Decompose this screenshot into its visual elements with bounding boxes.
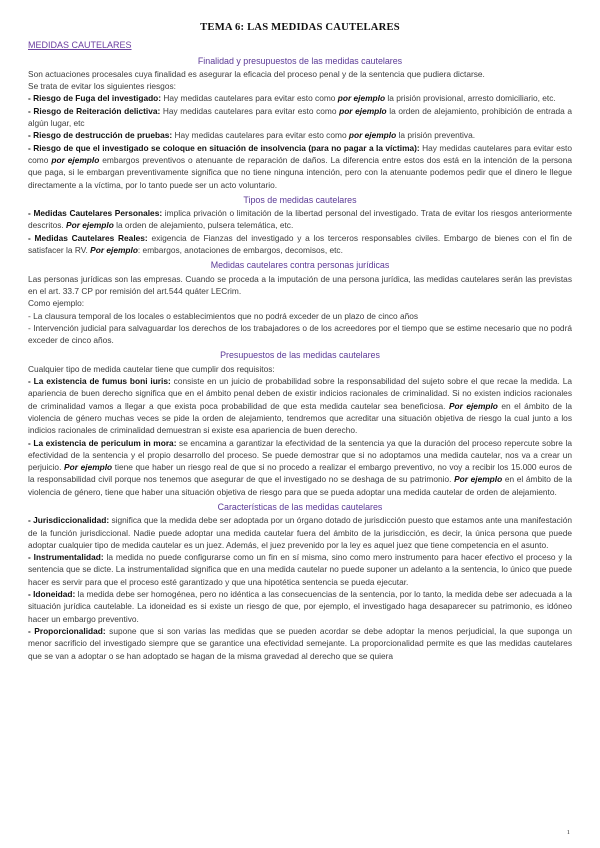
item-key: - Instrumentalidad: [28, 552, 104, 563]
list-item [28, 437, 572, 498]
item-key: - Idoneidad: [28, 589, 76, 600]
item-text: la orden de alejamiento, prohibición de entrada a algún lugar, etc [28, 105, 572, 129]
heading-finalidad: Finalidad y presupuestos de las medidas cautelares [197, 55, 403, 66]
item-key: - Jurisdiccionalidad: [28, 515, 110, 526]
item-text: la medida debe ser homogénea, pero no idéntica a las consecuencias de la sentencia, por lo tanto, la medida debe ser adecuada a la situación jurídica cautelable. La idoneidad es si existe un riesgo de que, por ejemplo, el investigado haga desaparecer su patrimonio, es idóneo hacer un embargo preventivo. [28, 589, 572, 624]
example-marker: Por ejemplo [454, 474, 503, 485]
paragraph: Como ejemplo: [28, 298, 85, 309]
section-label: MEDIDAS CAUTELARES [28, 40, 132, 51]
item-text: se encamina a garantizar la efectividad de la sentencia ya que la duración del proceso repercute sobre la efectividad de la sentencia y el propio desarrollo del proceso. Se puede demostrar que si no adoptamos una medida cautelar, nos va a crear un perjuicio. [28, 437, 572, 473]
item-text: supone que si son varias las medidas que se pueden acordar se debe adoptar la menos perjudicial, la que suponga un menor sacrificio del investigado siempre que se garantice una efectividad semejante. La proporcionalidad permite es que las medidas cautelares que se van a adoptar o se han adoptado se hagan de la misma gravedad al derecho que se quiera [28, 625, 572, 661]
item-key: - Riesgo de Fuga del investigado: [28, 93, 162, 104]
list-item [28, 232, 572, 257]
item-text: en el ámbito de la violencia de género muchas veces se pide la orden de alejamiento, tendremos que acreditar una situación objetiva de riesgo la cual junto a los indicios racionales de criminalidad demuestran si existe esa apariencia de buen derecho. [28, 400, 573, 436]
item-key: - La existencia de fumus boni iuris: [28, 376, 171, 387]
list-item [28, 142, 572, 191]
item-text: Hay medidas cautelares para evitar esto como [28, 142, 572, 165]
example-marker: Por ejemplo [66, 220, 114, 231]
item-key: - Riesgo de Reiteración delictiva: [28, 105, 161, 116]
heading-presupuestos: Presupuestos de las medidas cautelares [220, 350, 380, 361]
paragraph: Cualquier tipo de medida cautelar tiene que cumplir dos requisitos: [28, 363, 275, 374]
example-marker: por ejemplo [339, 105, 387, 116]
list-item [28, 92, 572, 104]
list-item [28, 514, 572, 551]
item-text: Hay medidas cautelares para evitar esto como [161, 93, 338, 104]
list-item [28, 129, 572, 141]
list-item: - La clausura temporal de los locales o establecimientos que no podrá exceder de un plazo de cinco años [28, 310, 419, 321]
paragraph: Se trata de evitar los siguientes riesgos: [28, 81, 176, 92]
list-item [28, 375, 572, 436]
list-item [28, 207, 572, 232]
item-text: tiene que haber un riesgo real de que si no procedo a realizar el embargo preventivo, no voy a recibir los 15.000 euros de la responsabilidad civil porque nos tenemos que asegurar de que el investigado no se deshaga de su patrimonio. [28, 462, 572, 485]
paragraph: Son actuaciones procesales cuya finalidad es asegurar la eficacia del proceso penal y de la sentencia que pudiera dictarse. [28, 68, 485, 79]
page-number: 1 [566, 829, 570, 836]
document-title: TEMA 6: LAS MEDIDAS CAUTELARES [200, 22, 400, 33]
item-text: Hay medidas cautelares para evitar esto como [172, 130, 349, 141]
item-key: - Riesgo de que el investigado se coloque en situación de insolvencia (para no pagar a la víctima): [28, 142, 420, 153]
item-text: la medida no puede configurarse como un fin en sí misma, sino como mero instrumento para hacer efectivo el proceso y la sentencia que se dicte. La instrumentalidad significa que en una medida cautelar no puede suponer un adelanto a la sentencia, lo único que puede hacer es servir para que el proceso esté garantizado y que una hipotética sentencia se pueda ejecutar. [28, 552, 572, 587]
item-text: la prisión provisional, arresto domiciliario, etc. [385, 93, 556, 104]
heading-tipos: Tipos de medidas cautelares [243, 194, 357, 205]
list-item [28, 551, 572, 588]
item-text: implica privación o limitación de la libertad personal del investigado. Trata de evitar los riesgos anteriormente descritos. [28, 208, 573, 231]
item-text: exigencia de Fianzas del investigado y a los terceros responsables civiles. Embargo de bienes con el fin de satisfacer la RV. [28, 232, 573, 256]
example-marker: Por ejemplo [90, 245, 138, 256]
paragraph: Las personas jurídicas son las empresas. Cuando se proceda a la imputación de una persona jurídica, las medidas cautelares serán las previstas en el art. 33.7 CP por remisión del art.544 quáter LECrim. [28, 273, 572, 296]
heading-caracteristicas: Características de las medidas cautelares [217, 501, 383, 512]
item-text: en el ámbito de la violencia de género, tiene que haber una situación objetiva de riesgo para que se pueda adoptar una medida cautelar de orden de alejamiento. [28, 474, 572, 497]
item-key: - Proporcionalidad: [28, 625, 106, 636]
example-marker: por ejemplo [51, 154, 100, 165]
heading-juridicas: Medidas cautelares contra personas jurídicas [210, 260, 390, 271]
example-marker: Por ejemplo [64, 462, 113, 473]
item-key: - Medidas Cautelares Reales: [28, 232, 148, 243]
item-key: - Medidas Cautelares Personales: [28, 208, 163, 219]
item-text: Hay medidas cautelares para evitar esto como [160, 105, 340, 116]
item-key: - La existencia de periculum in mora: [28, 437, 177, 448]
item-key: - Riesgo de destrucción de pruebas: [28, 130, 173, 141]
example-marker: por ejemplo [337, 93, 386, 104]
item-text: consiste en un juicio de probabilidad sobre la responsabilidad del sujeto sobre el que recae la medida. La apariencia de buen derecho significa que en el ámbito penal deben de existir indicios racionales de criminalidad. Si no existen indicios racionales de criminalidad vamos a llegar a que exista poca probabilidad de que esta medida cautelar sea beneficiosa. [28, 376, 572, 411]
item-text: la orden de alejamiento, pulsera telemática, etc. [113, 220, 294, 231]
item-text: significa que la medida debe ser adoptada por un órgano dotado de jurisdicción puesto que estamos ante una manifestación de la función jurisdiccional. Nadie puede adoptar una medida cautelar fuera del ámbito de la jurisdicción, es decir, la única persona que puede adoptar cualquier tipo de medida cautelar es un juez. Además, el juez prevenido por la ley es aquel juez que tiene competencia en el asunto. [28, 515, 572, 550]
item-text: embargos preventivos o atenuante de reparación de daños. La diferencia entre estos dos está en la intención de la persona que paga, si le embargan preventivamente significa que no tiene ninguna intención, pero con la atenuante podemos pedir que el dinero le llegue directamente a la víctima, por lo tanto puede ser un acto voluntario. [28, 154, 572, 190]
item-text: la prisión preventiva. [396, 130, 476, 141]
example-marker: por ejemplo [348, 130, 397, 141]
list-item [28, 625, 572, 662]
list-item [28, 105, 572, 130]
item-text: : embargos, anotaciones de embargos, decomisos, etc. [137, 245, 343, 256]
list-item [28, 588, 572, 625]
example-marker: Por ejemplo [448, 400, 498, 411]
list-item: - Intervención judicial para salvaguardar los derechos de los trabajadores o de los acreedores por el tiempo que se estime necesario que no podrá exceder de cinco años. [28, 322, 572, 346]
